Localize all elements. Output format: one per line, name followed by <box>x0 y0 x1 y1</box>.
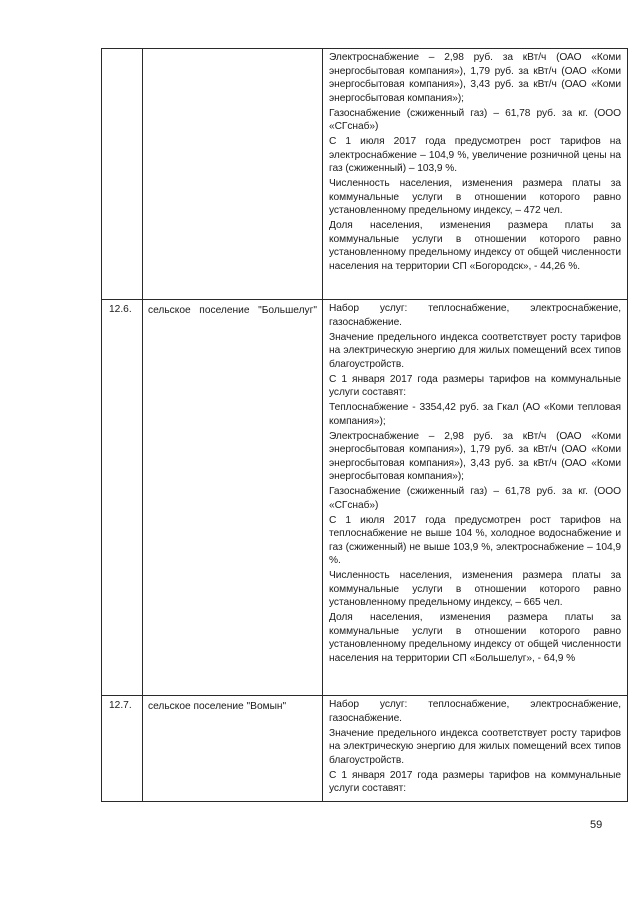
description-paragraph: Значение предельного индекса соответствует росту тарифов на электрическую энергию для жилых помещений всех типов благоустройств. <box>329 331 621 370</box>
table-row <box>102 49 628 300</box>
description-paragraph: Набор услуг: теплоснабжение, электроснабжение, газоснабжение. <box>329 303 621 328</box>
description-paragraph: Набор услуг: теплоснабжение, электроснабжение, газоснабжение. <box>329 699 621 724</box>
page-number: 59 <box>590 819 603 831</box>
description-paragraph: Теплоснабжение - 3354,42 руб. за Гкал (АО «Коми тепловая компания»); <box>329 402 621 427</box>
description-paragraph: Численность населения, изменения размера платы за коммунальные услуги в отношении которого равно установленному предельному индексу, – 472 чел. <box>329 178 621 216</box>
tariff-description <box>323 300 628 696</box>
description-paragraph: Доля населения, изменения размера платы за коммунальные услуги в отношении которого равно установленному предельному индексу от общей численности населения на территории СП «Богородск», - 44,26 %. <box>329 220 621 272</box>
description-paragraph: Численность населения, изменения размера платы за коммунальные услуги в отношении которого равно установленному предельному индексу, – 665 чел. <box>329 570 621 608</box>
description-paragraph: С 1 января 2017 года размеры тарифов на коммунальные услуги составят: <box>329 769 621 794</box>
tariff-table <box>101 48 628 802</box>
table-row <box>102 300 628 696</box>
description-paragraph: С 1 января 2017 года размеры тарифов на коммунальные услуги составят: <box>329 373 621 398</box>
description-paragraph: С 1 июля 2017 года предусмотрен рост тарифов на электроснабжение – 104,9 %, увеличение розничной цены на газ (сжиженный) – 103,9 %. <box>329 136 621 174</box>
table-row <box>102 696 628 802</box>
settlement-name: сельское поселение "Вомын" <box>143 696 323 802</box>
tariff-description <box>323 49 628 300</box>
settlement-name: сельское поселение "Большелуг" <box>143 300 323 696</box>
row-number: 12.7. <box>102 696 143 802</box>
description-paragraph: Доля населения, изменения размера платы за коммунальные услуги в отношении которого равно установленному предельному индексу от общей численности населения на территории СП «Большелуг», - 64,9 % <box>329 612 621 664</box>
row-number <box>102 49 143 300</box>
settlement-name <box>143 49 323 300</box>
description-paragraph: С 1 июля 2017 года предусмотрен рост тарифов на теплоснабжение не выше 104 %, холодное водоснабжение и газ (сжиженный) не выше 103,9 %, электроснабжение – 104,9 %. <box>329 514 621 566</box>
description-paragraph: Электроснабжение – 2,98 руб. за кВт/ч (ОАО «Коми энергосбытовая компания»), 1,79 руб. за кВт/ч (ОАО «Коми энергосбытовая компания»), 3,43 руб. за кВт/ч (ОАО «Коми энергосбытовая компания»); <box>329 430 621 482</box>
tariff-description <box>323 696 628 802</box>
description-paragraph: Газоснабжение (сжиженный газ) – 61,78 руб. за кг. (ООО «СГснаб») <box>329 107 621 132</box>
description-paragraph: Значение предельного индекса соответствует росту тарифов на электрическую энергию для жилых помещений всех типов благоустройств. <box>329 727 621 766</box>
description-paragraph: Электроснабжение – 2,98 руб. за кВт/ч (ОАО «Коми энергосбытовая компания»), 1,79 руб. за кВт/ч (ОАО «Коми энергосбытовая компания»), 3,43 руб. за кВт/ч (ОАО «Коми энергосбытовая компания»); <box>329 52 621 104</box>
row-number: 12.6. <box>102 300 143 696</box>
description-paragraph: Газоснабжение (сжиженный газ) – 61,78 руб. за кг. (ООО «СГснаб») <box>329 486 621 511</box>
